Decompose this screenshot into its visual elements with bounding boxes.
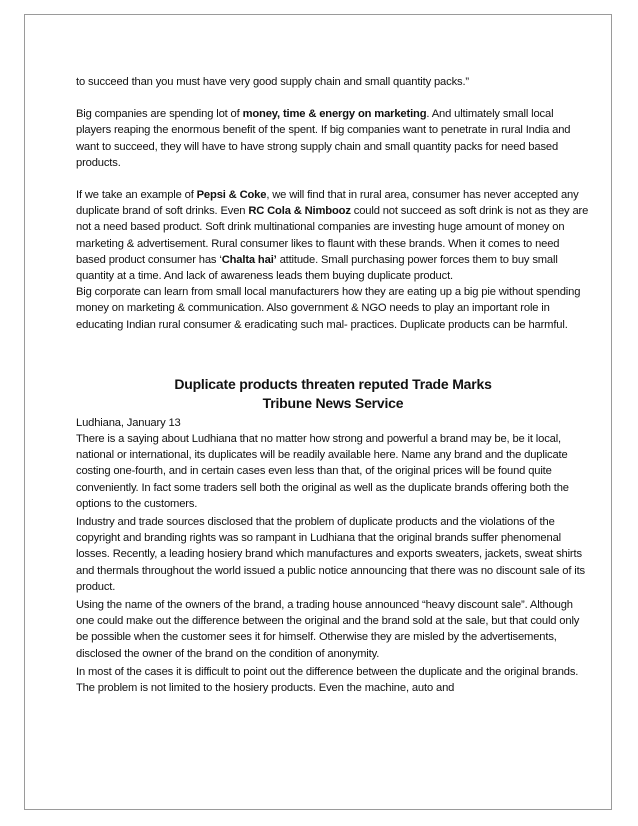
paragraph-pepsi-coke (76, 187, 590, 284)
paragraph-big-corporate: Big corporate can learn from small local manufacturers how they are eating up a big pie without spending money on marketing & communication. Also government & NGO needs to play an important role in educating Indian rural consumer & eradicating such mal- practices. Duplicate products can be harmful. (76, 286, 581, 331)
bold-run: RC Cola & Nimbooz (248, 205, 351, 218)
article-paragraph-4: In most of the cases it is difficult to point out the difference between the duplicate and the original brands. The problem is not limited to the hosiery products. Even the machine, auto and (76, 665, 579, 695)
paragraph-continuation: to succeed than you must have very good supply chain and small quantity packs.” (76, 76, 469, 88)
document-page (24, 14, 612, 810)
paragraph-gap (76, 90, 590, 106)
article-source: Tribune News Service (262, 394, 404, 411)
page-content (76, 74, 590, 696)
paragraph-gap (76, 171, 590, 187)
article-title: Duplicate products threaten reputed Trade Marks (174, 375, 492, 392)
text-run: If we take an example of (76, 189, 197, 202)
bold-run: money, time & energy on marketing (242, 108, 427, 121)
article-paragraph-3: Using the name of the owners of the brand, a trading house announced “heavy discount sale”. Although one could make out the difference between the original and the brand sold at the sale, but that could only be possible when the customer sees it for himself. Otherwise they are misled by the advertisements, disclosed the owner of the brand on the condition of anonymity. (76, 599, 580, 660)
text-run: . And ultimately small local players reaping the enormous benefit of the spent. If big companies want to penetrate in rural India and want to succeed, they will have to have strong supply chain and small quantity packs for need based products. (76, 108, 571, 169)
text-run: could not succeed as soft drink is not as they are not a need based product. Soft drink multinational companies are investing huge amount of money on marketing & advertisement. Rural consumer likes to flaunt with these brands. When it comes to need based product consumer has ‘ (76, 205, 589, 266)
article-paragraph-2: Industry and trade sources disclosed that the problem of duplicate products and the violations of the copyright and branding rights was so rampant in Ludhiana that the original brands suffer phenomenal losses. Recently, a leading hosiery brand which manufactures and exports sweaters, jackets, sweat shirts and thermals throughout the world issued a public notice announcing that there was no discount sale of its product. (76, 516, 585, 593)
text-run: , we will find that in rural area, consumer has never accepted any duplicate brand of soft drinks. Even (76, 189, 579, 218)
article-dateline: Ludhiana, January 13 (76, 416, 181, 429)
text-run: attitude. Small purchasing power forces them to buy small quantity at a time. And lack of awareness leads them buying duplicate product. (76, 253, 558, 283)
bold-run: Chalta hai’ (221, 253, 277, 266)
article-paragraph-1: There is a saying about Ludhiana that no matter how strong and powerful a brand may be, be it local, national or international, its duplicates will be readily available here. Name any brand and the duplicate costing one-fourth, and in certain cases even less than that, of the original prices will be found quite conveniently. In fact some traders sell both the original as well as the duplicate brands offering both the options to the customers. (76, 433, 569, 510)
paragraph-big-companies (76, 106, 590, 171)
text-run: Big companies are spending lot of (76, 108, 243, 121)
article-heading (76, 375, 590, 413)
bold-run: Pepsi & Coke (196, 189, 267, 202)
